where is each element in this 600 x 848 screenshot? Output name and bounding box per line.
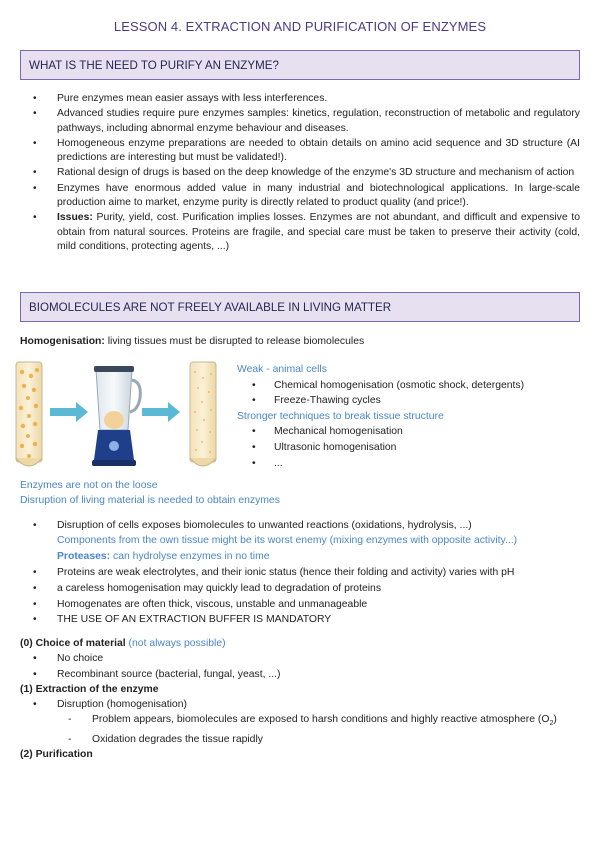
list-item: • Disruption (homogenisation) xyxy=(20,697,590,712)
section-heading-biomolecules xyxy=(20,292,580,322)
homogenisation-techniques xyxy=(237,362,587,471)
list-subitem: Components from the own tissue might be its worst enemy (mixing enzymes with opposite activity...) xyxy=(57,535,518,547)
subscript: 2 xyxy=(549,720,554,728)
list-item: • Homogeneous enzyme preparations are needed to obtain details on amino acid sequence and 3D structure (AI predictions are interesting but must be validated!). xyxy=(20,137,580,166)
loose-line-2: Disruption of living material is needed to obtain enzymes xyxy=(20,495,280,506)
list-item: • THE USE OF AN EXTRACTION BUFFER IS MANDATORY xyxy=(20,612,580,627)
list-item: • a careless homogenisation may quickly lead to degradation of proteins xyxy=(20,581,580,596)
list-item xyxy=(20,518,580,564)
choice-note: (not always possible) xyxy=(125,638,226,649)
list-item-text: • Disruption of cells exposes biomolecules to unwanted reactions (oxidations, hydrolysis, ...) xyxy=(57,520,472,531)
choice-label: (0) Choice of material xyxy=(20,638,126,649)
list-item: • ... xyxy=(237,456,587,472)
subitem-end: ) xyxy=(553,714,557,726)
proteases-label: Proteases: xyxy=(57,550,111,562)
arrow-right-icon xyxy=(50,402,88,422)
list-item: • Enzymes have enormous added value in many industrial and biotechnological applications. In large-scale production aime to market, enzyme purity is directly related to product quality (and price!). xyxy=(20,182,580,211)
homogenisation-text: living tissues must be disrupted to release biomolecules xyxy=(104,336,365,347)
purify-reasons-list xyxy=(20,92,580,256)
homogenisation-line xyxy=(20,336,364,347)
proteases-text: can hydrolyse enzymes in no time xyxy=(110,550,270,562)
list-item-issues xyxy=(20,211,580,255)
issues-label: Issues: xyxy=(57,212,93,224)
list-item: • Chemical homogenisation (osmotic shock, detergents) xyxy=(237,378,587,394)
list-item: • Recombinant source (bacterial, fungal, yeast, ...) xyxy=(20,667,590,682)
enzymes-loose-note xyxy=(20,478,280,508)
issues-text: Purity, yield, cost. Purification implies losses. Enzymes are not abundant, and difficult and expensive to obtain from natural sources. Proteins are fragile, and special care must be taken to preserve their activity (cold, mild conditions, protecting agents, ...) xyxy=(57,212,580,253)
disruption-consequences-list xyxy=(20,518,580,628)
list-item: • No choice xyxy=(20,651,590,666)
list-subitem: - Oxidation degrades the tissue rapidly xyxy=(20,732,590,747)
test-tube-cells-icon xyxy=(16,362,42,466)
section-heading-text: WHAT IS THE NEED TO PURIFY AN ENZYME? xyxy=(29,58,279,72)
list-item: • Advanced studies require pure enzymes samples: kinetics, regulation, reconstruction of metabolic and regulatory pathways, including abnormal enzyme behaviour and diseases. xyxy=(20,107,580,136)
list-item: • Freeze-Thawing cycles xyxy=(237,393,587,409)
arrow-right-icon xyxy=(142,402,180,422)
section-heading-need-to-purify xyxy=(20,50,580,80)
purification-label: (2) Purification xyxy=(20,749,93,761)
extraction-heading xyxy=(20,682,590,697)
list-subitem-proteases xyxy=(57,549,580,564)
loose-line-1: Enzymes are not on the loose xyxy=(20,480,158,491)
subitem-text: Problem appears, biomolecules are exposed to harsh conditions and highly reactive atmosphere (O xyxy=(92,714,550,726)
weak-heading: Weak - animal cells xyxy=(237,364,327,375)
list-item: • Ultrasonic homogenisation xyxy=(237,440,587,456)
section-heading-text: BIOMOLECULES ARE NOT FREELY AVAILABLE IN LIVING MATTER xyxy=(29,300,392,314)
list-item: • Pure enzymes mean easier assays with less interferences. xyxy=(20,92,580,107)
process-steps xyxy=(20,636,590,762)
list-item: • Proteins are weak electrolytes, and their ionic status (hence their folding and activity) varies with pH xyxy=(20,565,580,580)
list-subitem xyxy=(20,712,590,731)
strong-heading: Stronger techniques to break tissue structure xyxy=(237,410,444,422)
choice-heading xyxy=(20,636,590,651)
list-item: • Mechanical homogenisation xyxy=(237,424,587,440)
test-tube-homogenate-icon xyxy=(190,362,216,466)
list-item: • Rational design of drugs is based on the deep knowledge of the enzyme's 3D structure and mechanism of action xyxy=(20,166,580,181)
homogenisation-illustration xyxy=(14,358,228,474)
extraction-label: (1) Extraction of the enzyme xyxy=(20,683,159,695)
list-item: • Homogenates are often thick, viscous, unstable and unmanageable xyxy=(20,597,580,612)
homogenisation-label: Homogenisation: xyxy=(20,336,105,347)
purification-heading xyxy=(20,747,590,762)
page-title: LESSON 4. EXTRACTION AND PURIFICATION OF ENZYMES xyxy=(113,19,487,34)
blender-icon xyxy=(92,366,140,466)
